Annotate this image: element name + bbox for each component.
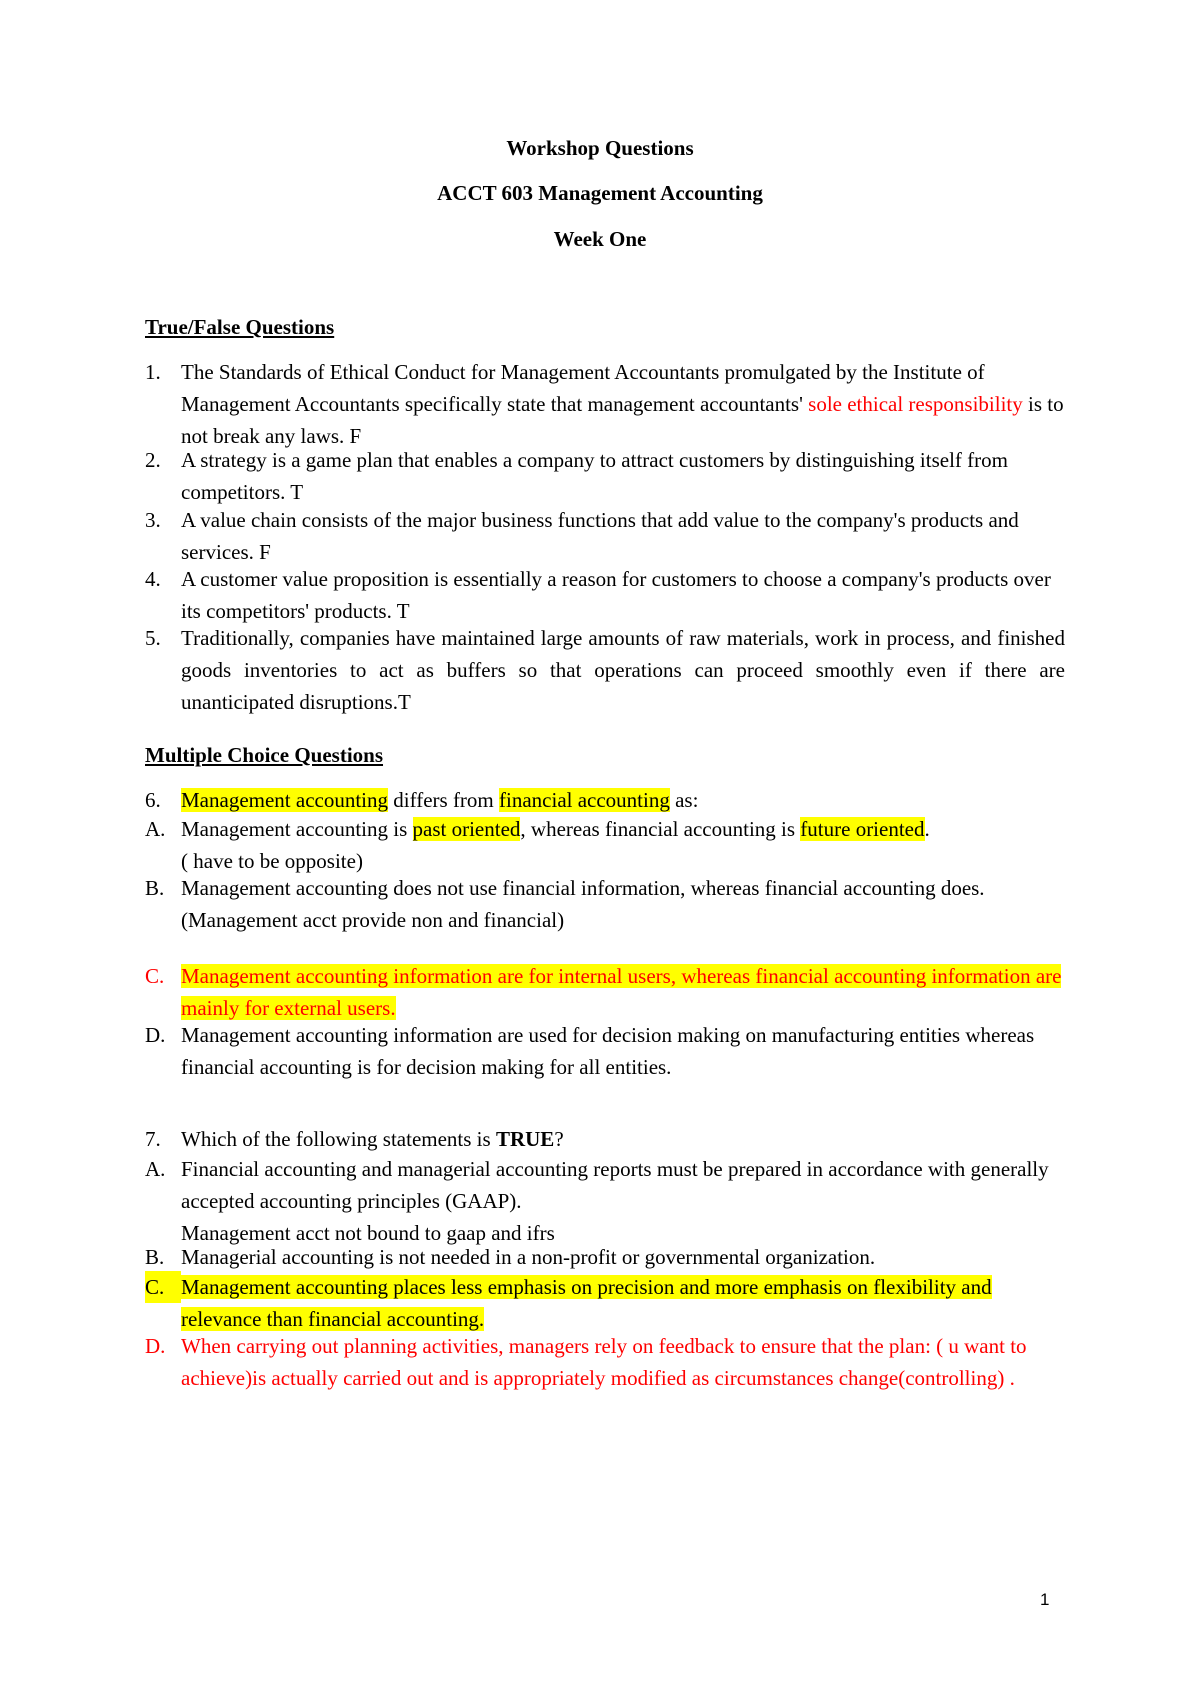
document-title: Workshop Questions	[506, 136, 694, 160]
week-title: Week One	[553, 227, 647, 251]
question-number: 2.	[145, 448, 161, 472]
option-label: A.	[145, 1157, 166, 1181]
option-label: B.	[145, 876, 165, 900]
page-number: 1	[1040, 1590, 1050, 1609]
mc-question-7	[145, 1123, 1065, 1155]
option-label: B.	[145, 1245, 165, 1269]
q6-option-c	[145, 960, 1065, 1024]
question-text: A strategy is a game plan that enables a company to attract customers by distinguishing itself from competitors. T	[181, 448, 1008, 504]
course-title: ACCT 603 Management Accounting	[437, 181, 763, 205]
question-text: Traditionally, companies have maintained large amounts of raw materials, work in process, and finished goods inventories to act as buffers so that operations can proceed smoothly even if there are unanticipated disruptions.T	[181, 626, 1065, 714]
q7-option-a	[145, 1153, 1065, 1249]
option-text: Management accounting information are used for decision making on manufacturing entities whereas financial accounting is for decision making for all entities.	[181, 1023, 1035, 1079]
question-number: 7.	[145, 1127, 161, 1151]
option-text: Management accounting places less emphasis on precision and more emphasis on flexibility and relevance than financial accounting.	[181, 1275, 992, 1331]
q7-option-b	[145, 1241, 1065, 1273]
option-label: C.	[145, 1271, 181, 1303]
option-text: Management accounting is past oriented, whereas financial accounting is future oriented.	[181, 817, 930, 841]
question-number: 4.	[145, 567, 161, 591]
question-text: A customer value proposition is essentially a reason for customers to choose a company's products over its competitors' products. T	[181, 567, 1051, 623]
option-text: When carrying out planning activities, managers rely on feedback to ensure that the plan: ( u want to achieve)is actually carried out and is appropriately modified as circumstances change(controlling) .	[181, 1334, 1027, 1390]
option-label: D.	[145, 1334, 166, 1358]
option-note: ( have to be opposite)	[181, 849, 363, 873]
question-number: 5.	[145, 626, 161, 650]
question-text: Management accounting differs from financial accounting as:	[181, 788, 699, 812]
tf-question-1	[145, 356, 1065, 452]
tf-question-2	[145, 444, 1065, 508]
option-label: D.	[145, 1023, 166, 1047]
option-text: Financial accounting and managerial accounting reports must be prepared in accordance with generally accepted accounting principles (GAAP).	[181, 1157, 1049, 1213]
option-label: C.	[145, 964, 165, 988]
question-text: Which of the following statements is TRUE?	[181, 1127, 564, 1151]
mc-question-6	[145, 784, 1065, 816]
option-note: (Management acct provide non and financial)	[181, 908, 565, 932]
question-number: 6.	[145, 788, 161, 812]
option-text: Management accounting information are for internal users, whereas financial accounting information are mainly for external users.	[181, 964, 1062, 1020]
question-text: A value chain consists of the major business functions that add value to the company's products and services. F	[181, 508, 1019, 564]
highlighted-phrase: sole ethical responsibility	[808, 392, 1023, 416]
q6-option-b	[145, 872, 1065, 936]
option-text: Managerial accounting is not needed in a non-profit or governmental organization.	[181, 1245, 876, 1269]
question-number: 1.	[145, 360, 161, 384]
true-false-heading: True/False Questions	[145, 315, 335, 339]
tf-question-4	[145, 563, 1065, 627]
tf-question-5	[145, 622, 1065, 718]
option-text: Management accounting does not use financial information, whereas financial accounting does.	[181, 876, 985, 900]
q6-option-d	[145, 1019, 1065, 1083]
question-text: The Standards of Ethical Conduct for Management Accountants promulgated by the Institute of Management Accountants specifically state that management accountants' sole ethical responsibility is to not break any laws. F	[181, 360, 1064, 448]
question-number: 3.	[145, 508, 161, 532]
q7-option-d	[145, 1330, 1065, 1394]
option-label: A.	[145, 817, 166, 841]
tf-question-3	[145, 504, 1065, 568]
q6-option-a	[145, 813, 1065, 877]
q7-option-c	[145, 1271, 1065, 1335]
multiple-choice-heading: Multiple Choice Questions	[145, 743, 384, 767]
option-note: Management acct not bound to gaap and ifrs	[181, 1221, 555, 1245]
